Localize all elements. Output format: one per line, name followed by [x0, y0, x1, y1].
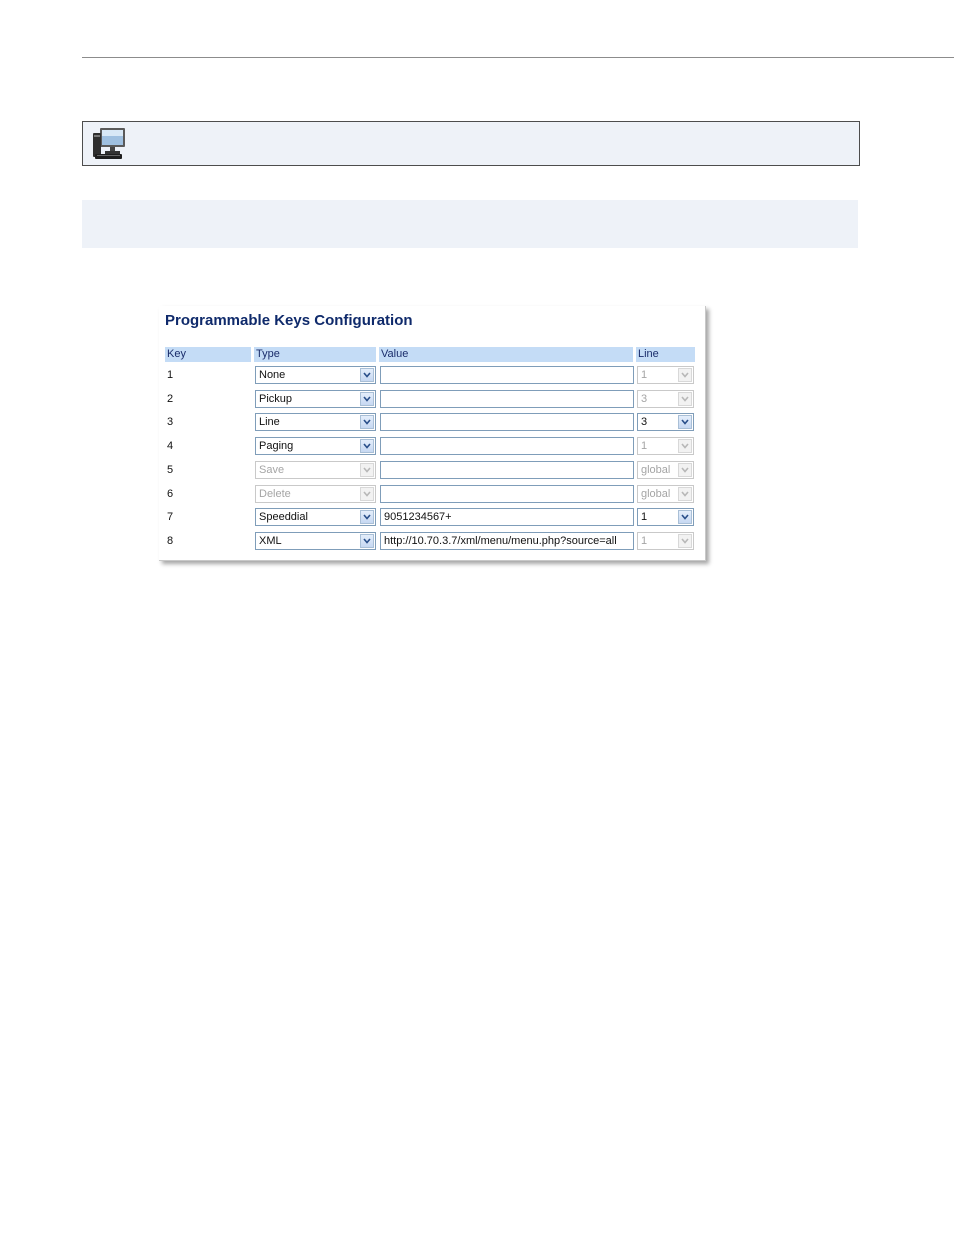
key-number: 8 [167, 534, 174, 547]
key-value-input[interactable] [380, 413, 634, 431]
computer-icon [91, 127, 127, 161]
programmable-keys-panel [159, 306, 706, 561]
description-band [82, 200, 858, 248]
dropdown-button[interactable] [360, 368, 374, 382]
dropdown-button [678, 368, 692, 382]
key-value-input[interactable]: 9051234567+ [380, 508, 634, 526]
column-header-line: Line [636, 347, 695, 362]
dropdown-button [678, 439, 692, 453]
key-line-select [637, 437, 694, 455]
key-type-value: Paging [259, 440, 294, 453]
table-row [159, 436, 705, 458]
dropdown-button[interactable] [360, 534, 374, 548]
key-number: 6 [167, 487, 174, 500]
key-line-value: 3 [641, 416, 648, 429]
key-value-input[interactable] [380, 366, 634, 384]
key-value-input[interactable] [380, 437, 634, 455]
key-value-input[interactable] [380, 390, 634, 408]
chevron-down-icon [681, 467, 689, 473]
chevron-down-icon [363, 419, 371, 425]
key-type-select[interactable] [255, 366, 376, 384]
dropdown-button [360, 487, 374, 501]
chevron-down-icon [363, 467, 371, 473]
table-row [159, 412, 705, 434]
dropdown-button [678, 463, 692, 477]
key-line-select [637, 461, 694, 479]
key-line-select[interactable] [637, 508, 694, 526]
key-line-select [637, 366, 694, 384]
key-type-value: Delete [259, 487, 291, 500]
dropdown-button [360, 463, 374, 477]
key-line-select [637, 485, 694, 503]
column-header-value: Value [379, 347, 633, 362]
key-line-value: global [641, 463, 671, 476]
chevron-down-icon [681, 396, 689, 402]
key-line-select[interactable] [637, 413, 694, 431]
table-row [159, 460, 705, 482]
key-type-select[interactable] [255, 437, 376, 455]
key-type-select[interactable] [255, 413, 376, 431]
key-type-value: Line [259, 416, 280, 429]
key-value-input[interactable] [380, 461, 634, 479]
key-line-value: 1 [641, 369, 648, 381]
chevron-down-icon [363, 538, 371, 544]
table-row [159, 507, 705, 529]
chevron-down-icon [363, 396, 371, 402]
key-number: 5 [167, 463, 174, 476]
key-line-select [637, 390, 694, 408]
chevron-down-icon [363, 443, 371, 449]
key-line-value: global [641, 487, 671, 500]
key-line-value: 1 [641, 534, 648, 547]
key-number: 4 [167, 440, 174, 453]
chevron-down-icon [363, 514, 371, 520]
table-row [159, 484, 705, 506]
dropdown-button[interactable] [360, 392, 374, 406]
key-line-select [637, 532, 694, 550]
table-row [159, 389, 705, 411]
key-line-value: 3 [641, 392, 648, 405]
key-type-select[interactable] [255, 390, 376, 408]
key-type-value: Save [259, 463, 285, 476]
chevron-down-icon [363, 372, 371, 378]
key-type-select[interactable] [255, 508, 376, 526]
table-row [159, 365, 705, 387]
key-number: 2 [167, 392, 174, 405]
panel-title: Programmable Keys Configuration [165, 312, 413, 329]
chevron-down-icon [681, 538, 689, 544]
chevron-down-icon [681, 514, 689, 520]
key-type-value: Speeddial [259, 511, 308, 524]
column-header-type: Type [254, 347, 376, 362]
chevron-down-icon [681, 443, 689, 449]
dropdown-button [678, 487, 692, 501]
key-number: 7 [167, 511, 174, 524]
dropdown-button[interactable] [678, 415, 692, 429]
dropdown-button[interactable] [678, 510, 692, 524]
page-header-rule [82, 57, 954, 58]
table-row [159, 531, 705, 553]
web-ui-note-box [82, 121, 860, 166]
key-type-value: XML [259, 534, 282, 547]
column-header-key: Key [165, 347, 251, 362]
dropdown-button [678, 392, 692, 406]
dropdown-button[interactable] [360, 415, 374, 429]
key-type-select[interactable] [255, 532, 376, 550]
key-type-value: None [259, 369, 286, 381]
key-type-select [255, 485, 376, 503]
key-type-value: Pickup [259, 392, 293, 405]
key-value-input[interactable]: http://10.70.3.7/xml/menu/menu.php?source=all [380, 532, 634, 550]
key-line-value: 1 [641, 511, 648, 524]
key-line-value: 1 [641, 440, 648, 453]
key-number: 3 [167, 416, 174, 429]
chevron-down-icon [363, 491, 371, 497]
dropdown-button[interactable] [360, 510, 374, 524]
chevron-down-icon [681, 419, 689, 425]
chevron-down-icon [681, 372, 689, 378]
key-value-input[interactable] [380, 485, 634, 503]
chevron-down-icon [681, 491, 689, 497]
dropdown-button[interactable] [360, 439, 374, 453]
dropdown-button [678, 534, 692, 548]
key-type-select [255, 461, 376, 479]
key-number: 1 [167, 369, 174, 381]
